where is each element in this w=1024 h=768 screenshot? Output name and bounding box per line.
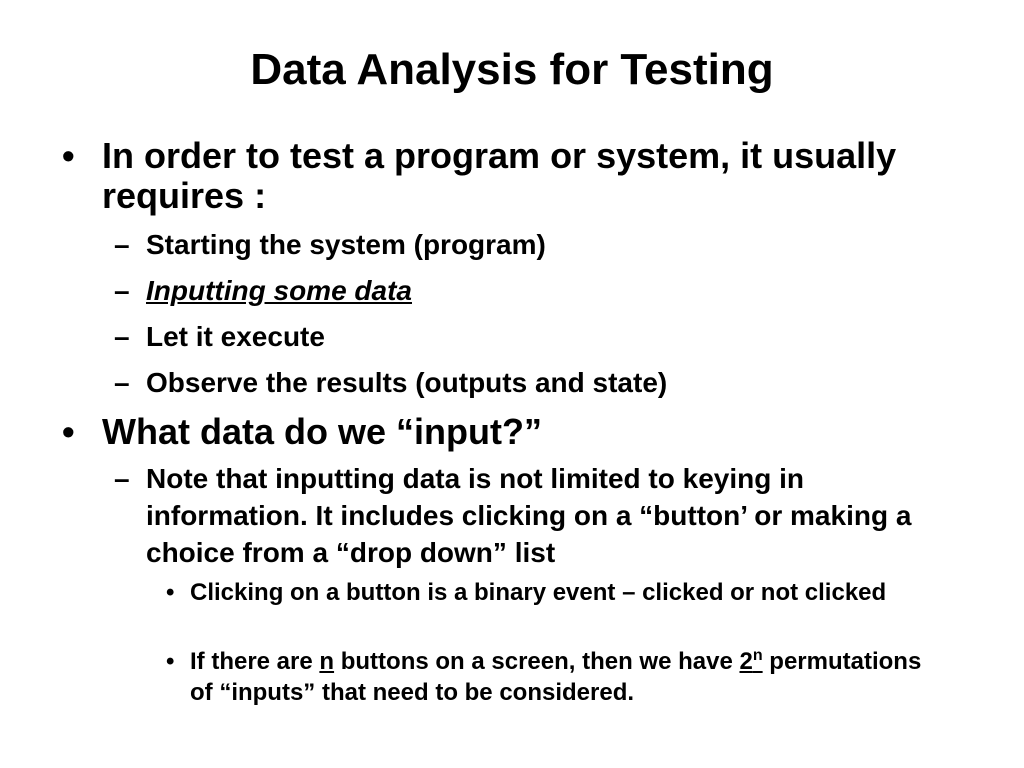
sub-item-text: Starting the system (program) <box>146 229 546 260</box>
sub-sub-item-2 <box>166 646 936 708</box>
sub-item-4 <box>114 364 974 401</box>
dash-marker: – <box>114 321 130 352</box>
bullet-item-2 <box>62 412 992 452</box>
bullet-item-1 <box>62 136 992 216</box>
bullet-marker: • <box>62 135 75 176</box>
dash-marker: – <box>114 275 130 306</box>
bullet-text: In order to test a program or system, it usually requires : <box>102 135 897 216</box>
sub-item-note <box>114 460 964 571</box>
dash-marker: – <box>114 463 130 494</box>
bullet-marker: • <box>166 648 175 675</box>
sub-item-text: Let it execute <box>146 321 325 352</box>
bullet-marker: • <box>166 579 175 606</box>
sub-item-text: Observe the results (outputs and state) <box>146 367 668 398</box>
sub-item-text: Note that inputting data is not limited to keying in information. It includes clicking on a “button’ or making a choice from a “drop down” list <box>146 463 912 568</box>
power-expression <box>739 648 762 675</box>
bullet-marker: • <box>62 411 75 452</box>
sub-sub-item-text: Clicking on a button is a binary event – clicked or not clicked <box>190 579 887 606</box>
dash-marker: – <box>114 367 130 398</box>
slide-title: Data Analysis for Testing <box>250 45 774 94</box>
bullet-text: What data do we “input?” <box>102 411 542 452</box>
sub-item-2 <box>114 272 974 309</box>
sub-sub-item-text <box>190 646 936 708</box>
sub-sub-item-1 <box>166 577 936 608</box>
power-exponent: n <box>752 647 763 664</box>
power-base: 2 <box>739 648 753 675</box>
text-part: If there are <box>190 648 320 675</box>
text-part: permutations of “inputs” that need to be considered. <box>190 648 922 706</box>
variable-n: n <box>319 648 335 675</box>
sub-item-text-emphasized: Inputting some data <box>146 275 412 306</box>
sub-item-3 <box>114 318 974 355</box>
dash-marker: – <box>114 229 130 260</box>
sub-item-1 <box>114 226 974 263</box>
text-part: buttons on a screen, then we have <box>334 648 740 675</box>
